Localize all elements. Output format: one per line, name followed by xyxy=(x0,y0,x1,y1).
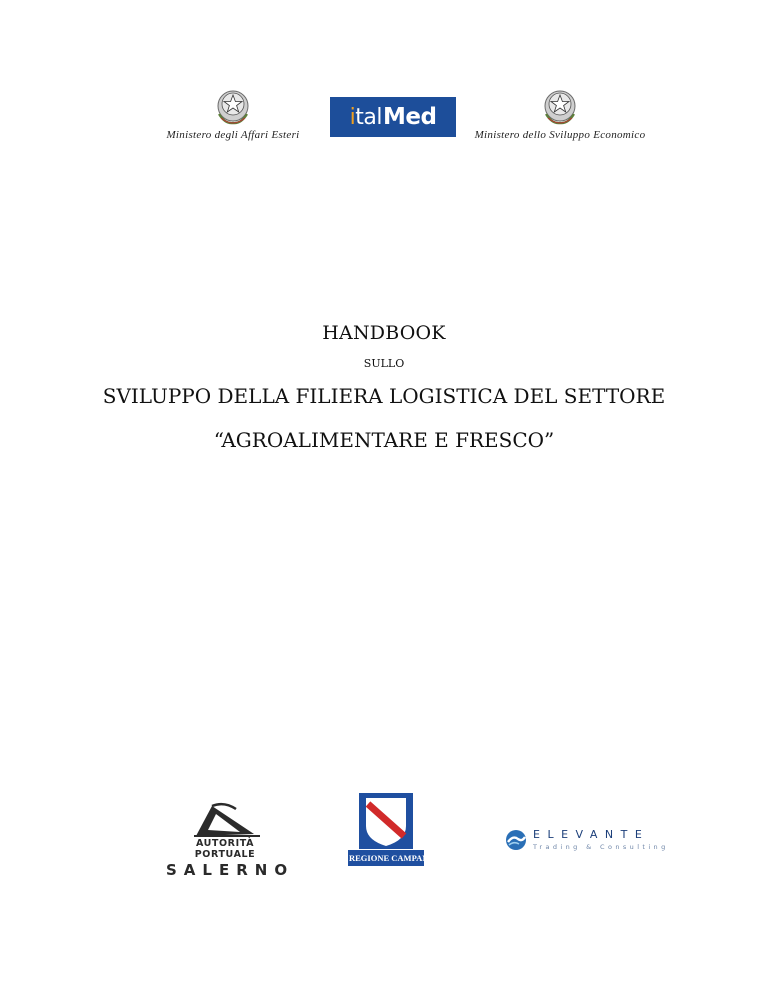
document-title-block xyxy=(0,322,768,452)
port-ship-icon xyxy=(166,800,284,838)
italmed-i-accent: i xyxy=(349,104,356,130)
autorita-portuale-salerno-logo xyxy=(166,800,295,879)
elevante-tagline: Trading & Consulting xyxy=(533,843,669,851)
italmed-ital-text: ital xyxy=(349,104,382,130)
ministry-economic-development-logo xyxy=(470,84,650,141)
port-authority-label: AUTORITÀ PORTUALE xyxy=(194,838,256,860)
elevante-logo xyxy=(505,828,669,851)
italian-emblem-icon xyxy=(213,84,253,128)
document-subtitle-connector: SULLO xyxy=(363,357,405,370)
italian-emblem-icon xyxy=(540,84,580,128)
elevante-name: ELEVANTE xyxy=(533,828,650,841)
campania-shield-icon xyxy=(348,792,424,850)
elevante-wave-icon xyxy=(505,829,527,851)
ministry-economic-development-name: Ministero dello Sviluppo Economico xyxy=(474,129,646,141)
ministry-foreign-affairs-logo xyxy=(148,84,318,141)
regione-campania-label: REGIONE CAMPANIA xyxy=(348,850,424,866)
italmed-logo xyxy=(330,97,456,137)
regione-campania-logo xyxy=(348,792,438,866)
document-title-line2: “AGROALIMENTARE E FRESCO” xyxy=(213,428,555,452)
ministry-foreign-affairs-name: Ministero degli Affari Esteri xyxy=(166,129,300,141)
document-title: HANDBOOK xyxy=(322,322,446,344)
port-city-label: SALERNO xyxy=(166,861,295,879)
document-title-line1: SVILUPPO DELLA FILIERA LOGISTICA DEL SETTORE xyxy=(102,384,666,408)
italmed-med-text: Med xyxy=(382,104,437,130)
